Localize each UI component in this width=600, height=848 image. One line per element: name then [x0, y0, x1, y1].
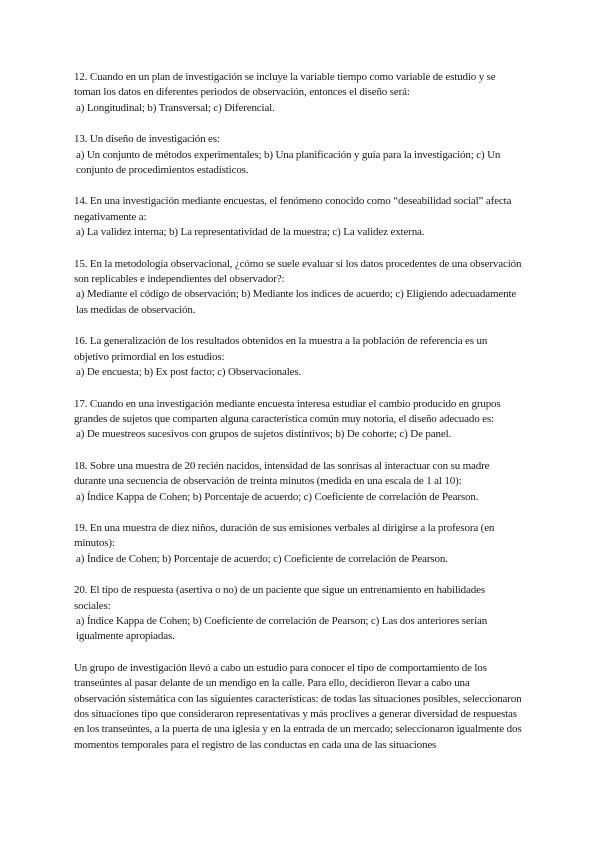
question-stem: 14. En una investigación mediante encuestas, el fenómeno conocido como “deseabilidad social” afecta negativamente a: — [74, 195, 512, 223]
question-18 — [74, 459, 522, 505]
question-stem: 16. La generalización de los resultados obtenidos en la muestra a la población de referencia es un objetivo primordial en los estudios: — [74, 335, 488, 363]
question-options: a) Índice Kappa de Cohen; b) Porcentaje de acuerdo; c) Coeficiente de correlación de Pearson. — [76, 490, 479, 503]
closing-paragraph-block — [74, 661, 522, 753]
question-17 — [74, 397, 522, 443]
question-options: a) Longitudinal; b) Transversal; c) Diferencial. — [76, 101, 275, 114]
question-stem: 19. En una muestra de diez niños, duración de sus emisiones verbales al dirigirse a la profesora (en minutos): — [74, 521, 495, 550]
closing-paragraph: Un grupo de investigación llevó a cabo un estudio para conocer el tipo de comportamiento de los transeúntes al pasar delante de un mendigo en la calle. Para ello, decidieron llevar a cabo una observación sistemática con las siguientes características: de todas las situaciones posibles, seleccionaron dos situaciones tipo que consideraron representativas y más proclives a generar diversidad de respuestas en los transeúntes, a la puerta de una iglesia y en la entrada de un mercado; seleccionaron igualmente dos momentos temporales para el registro de las conductas en cada una de las situaciones — [74, 661, 522, 751]
question-19 — [74, 521, 522, 567]
question-options: a) De muestreos sucesivos con grupos de sujetos distintivos; b) De cohorte; c) De panel. — [76, 428, 452, 441]
question-options: a) La validez interna; b) La representatividad de la muestra; c) La validez externa. — [76, 226, 425, 239]
question-16 — [74, 334, 522, 380]
question-stem: 12. Cuando en un plan de investigación se incluye la variable tiempo como variable de estudio y se toman los datos en diferentes periodos de observación, entonces el diseño será: — [74, 71, 496, 99]
question-options: a) Mediante el código de observación; b) Mediante los índices de acuerdo; c) Eligiendo adecuadamente las medidas de observación. — [76, 288, 517, 316]
question-options: a) Un conjunto de métodos experimentales; b) Una planificación y guía para la investigación; c) Un conjunto de procedimientos estadísticos. — [76, 148, 501, 177]
question-stem: 20. El tipo de respuesta (asertiva o no) de un paciente que sigue un entrenamiento en habilidades sociales: — [74, 584, 485, 612]
question-20 — [74, 583, 522, 645]
question-12 — [74, 70, 522, 116]
question-stem: 17. Cuando en una investigación mediante encuesta interesa estudiar el cambio producido en grupos grandes de sujetos que comparten alguna característica común muy notoria, el diseño adecuado es: — [74, 397, 501, 425]
question-14 — [74, 194, 522, 240]
question-options: a) Índice Kappa de Cohen; b) Coeficiente de correlación de Pearson; c) Las dos anteriores serían igualmente apropiadas. — [76, 614, 488, 643]
question-stem: 18. Sobre una muestra de 20 recién nacidos, intensidad de las sonrisas al interactuar con su madre durante una secuencia de observación de treinta minutos (medida en una escala de 1 al 10): — [74, 459, 490, 488]
question-options: a) Índice de Cohen; b) Porcentaje de acuerdo; c) Coeficiente de correlación de Pearson. — [76, 552, 448, 565]
question-options: a) De encuesta; b) Ex post facto; c) Observacionales. — [76, 366, 302, 379]
question-stem: 13. Un diseño de investigación es: — [74, 133, 220, 146]
question-stem: 15. En la metodología observacional, ¿cómo se suele evaluar si los datos procedentes de una observación son replicables e independientes del observador?: — [74, 257, 522, 286]
question-13 — [74, 132, 522, 178]
question-15 — [74, 257, 522, 319]
